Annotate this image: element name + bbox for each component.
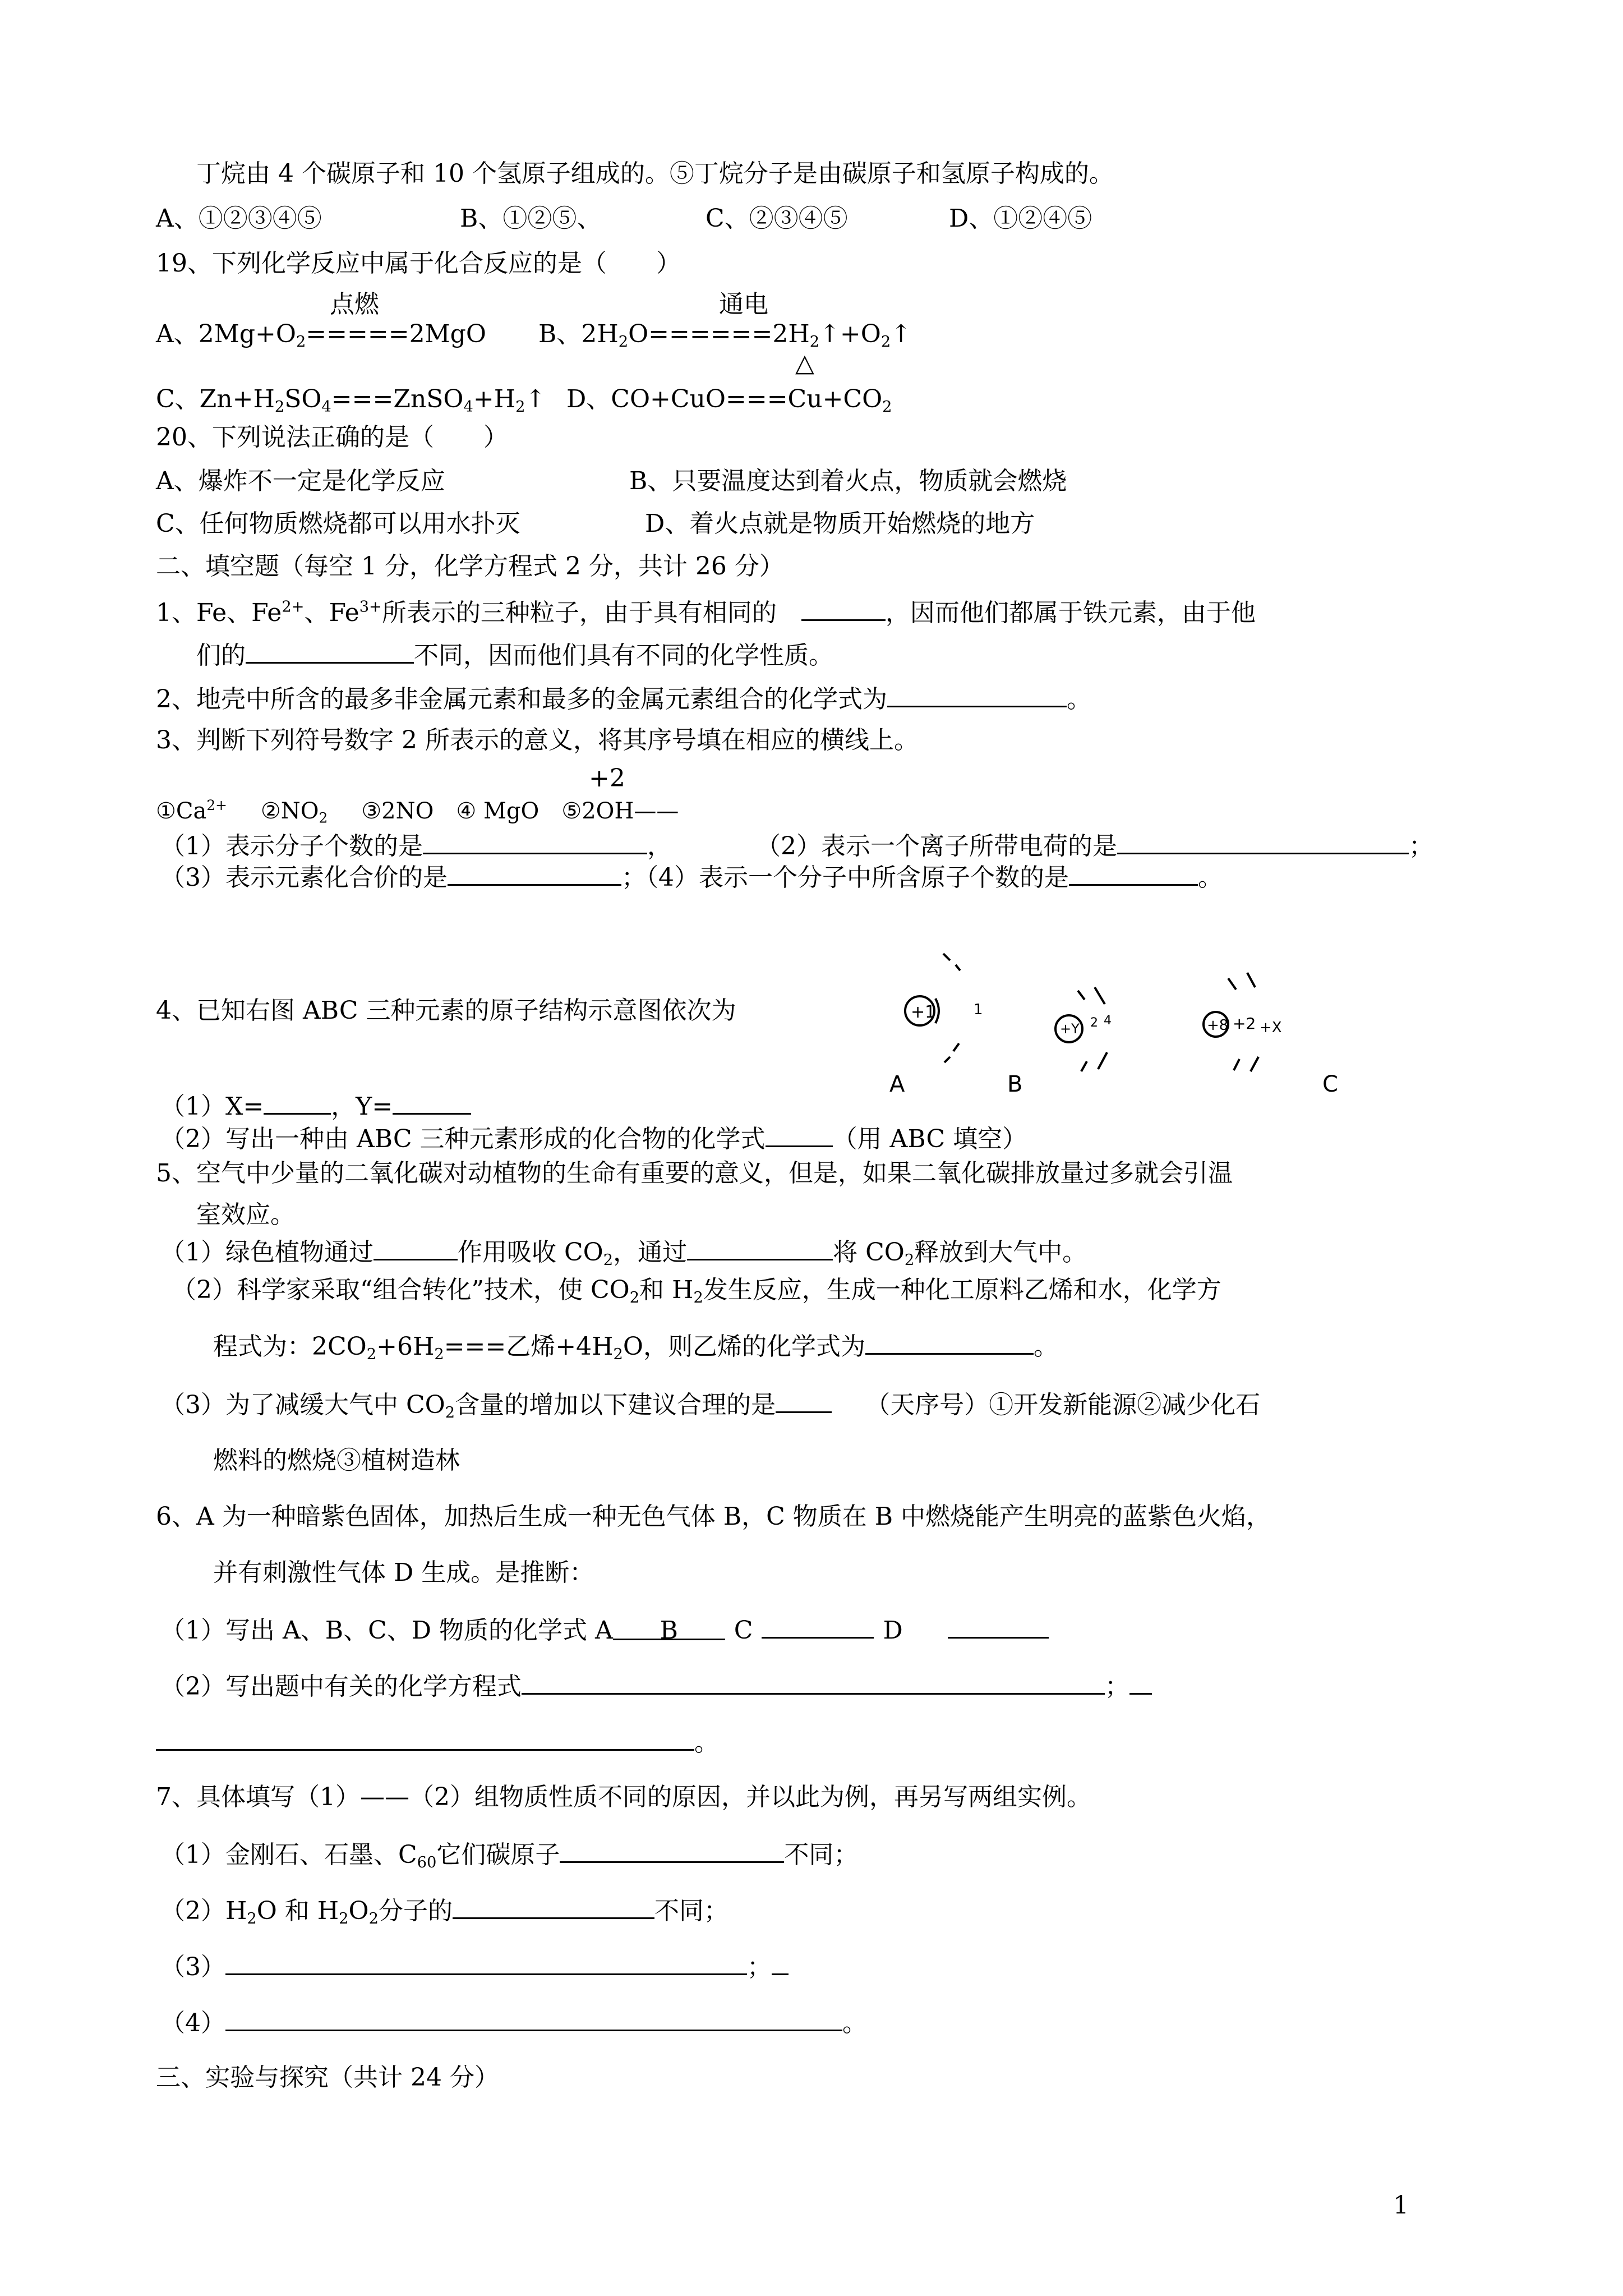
fill-7-stem: 7、具体填写（1）——（2）组物质性质不同的原因，并以此为例，再另写两组实例。 xyxy=(156,1783,1091,1811)
section-2-heading: 二、填空题（每空 1 分，化学方程式 2 分，共计 26 分） xyxy=(156,552,784,581)
fill-1-line-1: 1、Fe、$Fe^{2+}$、$Fe^{3+}$所表示的三种粒子，由于具有相同的 ，因而他们都属于铁元素，由于他 xyxy=(156,597,1256,628)
answer-blank[interactable] xyxy=(423,830,647,854)
fill-4-q2: （2）写出一种由 ABC 三种元素形成的化合物的化学式 （用 ABC 填空） xyxy=(160,1123,1027,1154)
answer-blank[interactable] xyxy=(246,639,414,664)
valence-mark: +2 xyxy=(589,764,625,793)
q19-option-d: D、$CO+CuO===Cu+CO_2$ xyxy=(566,385,892,416)
fill-4-q1: （1）X= ，Y= xyxy=(160,1091,471,1121)
answer-blank[interactable] xyxy=(225,1951,747,1975)
answer-blank[interactable] xyxy=(766,1123,833,1147)
q19-stem: 19、下列化学反应中属于化合反应的是（ ） xyxy=(156,249,681,278)
atom-b-electrons-outer: 4 xyxy=(1104,1014,1112,1028)
atom-b-label: B xyxy=(1007,1071,1023,1097)
fill-7-q2: $(2)H_2O$ 和 $H_2O_2$分子的 不同； xyxy=(160,1895,728,1926)
fill-5-stem-1: 5、空气中少量的二氧化碳对动植物的生命有重要的意义，但是，如果二氧化碳排放量过多就会引温 xyxy=(156,1159,1233,1188)
fill-3-q2: （2）表示一个离子所带电荷的是 ； xyxy=(756,830,1433,861)
q18-option-a: A、①②③④⑤ xyxy=(156,204,322,233)
fill-7-q1: （1）金刚石、石墨、$C_{60}$它们碳原子 不同； xyxy=(160,1839,858,1870)
fill-2: 2、地壳中所含的最多非金属元素和最多的金属元素组合的化学式为 。 xyxy=(156,683,1091,714)
fill-6-q1: （1）写出 A、B、C、D 物质的化学式 A B C D xyxy=(160,1614,1049,1645)
atom-b-electrons-inner: 2 xyxy=(1090,1016,1098,1030)
answer-blank[interactable] xyxy=(225,2007,842,2031)
fill-7-q4: （4） 。 xyxy=(160,2007,867,2038)
q18-tail: 丁烷由 4 个碳原子和 10 个氢原子组成的。⑤丁烷分子是由碳原子和氢原子构成的。 xyxy=(196,159,1114,188)
fill-6-q2: （2）写出题中有关的化学方程式 ； xyxy=(160,1671,1152,1701)
section-3-heading: 三、实验与探究（共计 24 分） xyxy=(156,2063,499,2092)
answer-blank[interactable] xyxy=(448,862,621,886)
q20-stem: 20、下列说法正确的是（ ） xyxy=(156,423,508,452)
q19-option-c: C、$Zn+H_2SO_4===ZnSO_4+H_2↑$ xyxy=(156,385,546,416)
page-number: 1 xyxy=(1393,2191,1409,2220)
fill-6-stem-1: 6、A 为一种暗紫色固体，加热后生成一种无色气体 B，C 物质在 B 中燃烧能产生明亮的蓝紫色火焰， xyxy=(156,1502,1271,1531)
q19-option-b: B、$2H_2O======2H_2↑+O_2↑$ xyxy=(538,320,912,351)
answer-blank[interactable] xyxy=(522,1671,1105,1695)
underline-tail xyxy=(772,1951,789,1975)
q18-option-d: D、①②④⑤ xyxy=(949,204,1092,233)
answer-blank[interactable] xyxy=(687,1236,833,1260)
fill-4-stem: 4、已知右图 ABC 三种元素的原子结构示意图依次为 xyxy=(156,996,736,1025)
q19-option-a: A、$2Mg+O_2=====2MgO$ xyxy=(156,320,486,351)
answer-blank[interactable] xyxy=(156,1727,694,1751)
q19-condition-a: 点燃 xyxy=(330,290,379,319)
q20-option-c: C、任何物质燃烧都可以用水扑灭 xyxy=(156,509,520,538)
answer-blank[interactable] xyxy=(865,1331,1034,1355)
answer-blank[interactable] xyxy=(948,1614,1049,1639)
q20-option-d: D、着火点就是物质开始燃烧的地方 xyxy=(645,509,1035,538)
atom-c-electrons-inner: +2 xyxy=(1233,1014,1256,1033)
atom-a-electrons: 1 xyxy=(974,1001,983,1018)
underline-tail xyxy=(1129,1671,1152,1695)
answer-blank[interactable] xyxy=(776,1389,832,1413)
fill-5-q3-line-1: （3）为了减缓大气中 $CO_2$含量的增加以下建议合理的是 （天序号）①开发新能源②减少化石 xyxy=(160,1389,1260,1420)
fill-3-q3: （3）表示元素化合价的是 ；（4）表示一个分子中所含原子个数的是 。 xyxy=(160,862,1223,892)
q18-option-c: C、②③④⑤ xyxy=(706,204,848,233)
fill-6-q2-continuation: 。 xyxy=(156,1727,719,1757)
answer-blank[interactable] xyxy=(264,1091,331,1115)
fill-3-q1: （1）表示分子个数的是 ， xyxy=(160,830,672,861)
fill-5-q2-line-1: （2）科学家采取“组合转化”技术，使 $CO_2$和 $H_2$发生反应，生成一种化工原料乙烯和水，化学方 xyxy=(172,1276,1221,1307)
answer-blank[interactable] xyxy=(560,1839,784,1863)
fill-5-stem-2: 室效应。 xyxy=(196,1200,295,1229)
fill-3-stem: 3、判断下列符号数字 2 所表示的意义，将其序号填在相应的横线上。 xyxy=(156,726,919,754)
q18-option-b: B、①②⑤、 xyxy=(460,204,602,233)
q20-option-a: A、爆炸不一定是化学反应 xyxy=(156,467,445,495)
atom-a-shell xyxy=(935,999,939,1023)
fill-1-line-2: 们的 不同，因而他们具有不同的化学性质。 xyxy=(196,639,833,670)
q19-condition-b: 通电 xyxy=(719,290,768,319)
answer-blank[interactable] xyxy=(1069,862,1198,886)
answer-blank[interactable] xyxy=(1117,830,1409,854)
answer-blank[interactable] xyxy=(393,1091,471,1115)
atom-c-electrons-outer: +X xyxy=(1260,1019,1282,1036)
fill-6-stem-2: 并有刺激性气体 D 生成。是推断： xyxy=(213,1558,594,1587)
fill-5-q1: （1）绿色植物通过 作用吸收 $CO_2$，通过 将 $CO_2$释放到大气中。 xyxy=(160,1236,1087,1267)
atom-c-nucleus-label: +8 xyxy=(1207,1017,1229,1034)
fill-7-q3: （3） ； xyxy=(160,1951,789,1982)
q19-condition-d: △ xyxy=(795,349,814,378)
answer-blank[interactable] xyxy=(374,1236,458,1260)
fill-5-q2-line-2: 程式为：$2CO_2+6H_2===$乙烯$+4H_2O$，则乙烯的化学式为 。 xyxy=(213,1331,1058,1361)
answer-blank[interactable] xyxy=(762,1614,874,1639)
answer-blank[interactable] xyxy=(801,597,886,621)
answer-blank-b[interactable]: B xyxy=(613,1616,725,1640)
atom-a-nucleus-label: +1 xyxy=(911,1002,936,1022)
answer-blank[interactable] xyxy=(887,683,1067,707)
answer-blank[interactable] xyxy=(453,1895,654,1919)
atom-b-nucleus-label: +Y xyxy=(1060,1021,1080,1037)
atomic-structure-diagram xyxy=(875,942,1357,1111)
q20-option-b: B、只要温度达到着火点，物质就会燃烧 xyxy=(629,467,1067,495)
fill-3-symbols: $①Ca^{2+}$ $②NO_2$ ③2NO ④ MgO ⑤2OH—— xyxy=(156,797,679,826)
atom-a-label: A xyxy=(889,1071,905,1097)
fill-5-q3-line-2: 燃料的燃烧③植树造林 xyxy=(213,1446,460,1475)
atom-c-label: C xyxy=(1322,1071,1338,1097)
